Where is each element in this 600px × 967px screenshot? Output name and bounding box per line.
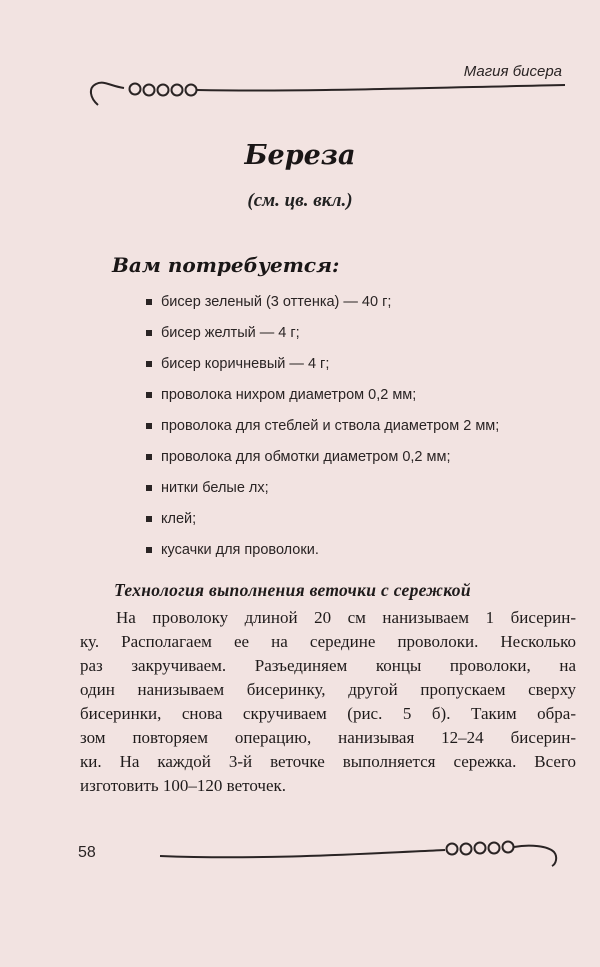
list-item: бисер коричневый — 4 г; xyxy=(146,353,506,375)
bullet-icon xyxy=(146,299,152,305)
list-item: проволока для обмотки диаметром 0,2 мм; xyxy=(146,446,506,468)
list-item: бисер желтый — 4 г; xyxy=(146,322,506,344)
list-item: нитки белые лх; xyxy=(146,477,506,499)
footer-beaded-wire-ornament xyxy=(0,820,600,880)
paragraph-line: ку. Располагаем ее на середине проволоки. Несколько xyxy=(80,632,576,651)
running-head: Магия бисера xyxy=(463,63,562,80)
list-item: клей; xyxy=(146,508,506,530)
technique-paragraph xyxy=(80,606,576,798)
bullet-icon xyxy=(146,392,152,398)
list-item: кусачки для проволоки. xyxy=(146,539,506,561)
paragraph-line: На проволоку длиной 20 см нанизываем 1 бисерин- xyxy=(116,608,576,627)
bullet-icon xyxy=(146,547,152,553)
paragraph-line: изготовить 100–120 веточек. xyxy=(80,776,286,795)
paragraph-line: бисеринки, снова скручиваем (рис. 5 б). Таким обра- xyxy=(80,704,576,723)
bullet-icon xyxy=(146,516,152,522)
paragraph-line: один нанизываем бисеринку, другой пропускаем сверху xyxy=(80,680,576,699)
page-number: 58 xyxy=(78,844,96,861)
technique-heading: Технология выполнения веточки с сережкой xyxy=(114,580,471,600)
paragraph-line: ки. На каждой 3-й веточке выполняется сережка. Всего xyxy=(80,752,576,771)
bullet-icon xyxy=(146,423,152,429)
bullet-icon xyxy=(146,454,152,460)
materials-list xyxy=(146,291,506,570)
color-insert-reference: (см. цв. вкл.) xyxy=(247,190,353,211)
bullet-icon xyxy=(146,330,152,336)
materials-heading: Вам потребуется: xyxy=(112,253,340,277)
list-item: бисер зеленый (3 оттенка) — 40 г; xyxy=(146,291,506,313)
list-item: проволока нихром диаметром 0,2 мм; xyxy=(146,384,506,406)
page-title: Береза xyxy=(244,140,356,171)
list-item: проволока для стеблей и ствола диаметром 2 мм; xyxy=(146,415,506,437)
bullet-icon xyxy=(146,485,152,491)
paragraph-line: раз закручиваем. Разъединяем концы проволоки, на xyxy=(80,656,576,675)
bullet-icon xyxy=(146,361,152,367)
paragraph-line: зом повторяем операцию, нанизывая 12–24 бисерин- xyxy=(80,728,576,747)
